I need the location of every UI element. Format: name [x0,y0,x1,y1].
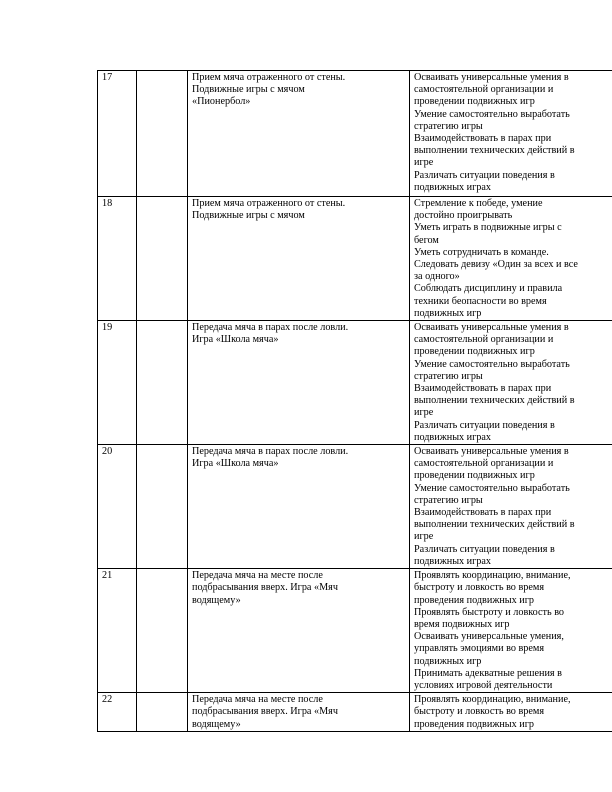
skill-line: проведении подвижных игр [414,346,535,358]
topic-line: водящему» [192,594,241,606]
learning-activities-cell [410,445,612,569]
topic-line: «Пионербол» [192,96,251,108]
topic-line: Передача мяча на месте после [192,694,323,706]
skill-line: проведения подвижных игр [414,594,535,606]
topic-line: Прием мяча отраженного от стены. [192,72,346,83]
skill-line: быстроту и ловкость во время [414,582,545,594]
skill-line: самостоятельной организации и [414,84,554,96]
lesson-number-cell: 17 [98,71,137,197]
skill-line: Осваивать универсальные умения в [414,322,569,334]
date-cell [137,445,188,569]
skill-line: время подвижных игр [414,618,510,630]
topic-line: Передача мяча на месте после [192,570,323,582]
table-row [98,445,612,569]
lesson-topic-cell [188,197,410,321]
topic-line: Передача мяча в парах после ловли. [192,322,349,334]
skill-line: подвижных игр [414,307,482,319]
skill-line: игре [414,407,434,419]
skill-line: бегом [414,234,439,246]
lesson-number-cell: 22 [98,693,137,732]
skill-line: Умение самостоятельно выработать [414,358,570,370]
lesson-number-cell: 19 [98,321,137,445]
skill-line: выполнении технических действий в [414,395,575,407]
lesson-plan-table [97,70,612,732]
lesson-topic-cell [188,321,410,445]
skill-line: Стремление к победе, умение [414,198,543,209]
skill-line: Проявлять координацию, внимание, [414,694,571,706]
skill-line: выполнении технических действий в [414,519,575,531]
skill-line: самостоятельной организации и [414,334,554,346]
date-cell [137,569,188,693]
skill-line: проведении подвижных игр [414,96,535,108]
lesson-plan-body [98,71,612,732]
skill-line: подвижных играх [414,181,492,193]
topic-line: Передача мяча в парах после ловли. [192,446,349,458]
learning-activities-cell [410,693,612,732]
topic-line: подбрасывания вверх. Игра «Мяч [192,706,338,718]
skill-line: игре [414,157,434,169]
skill-line: Взаимодействовать в парах при [414,383,552,395]
skill-line: Различать ситуации поведения в [414,169,555,181]
skill-line: Умение самостоятельно выработать [414,108,570,120]
learning-activities-cell [410,71,612,197]
date-cell [137,71,188,197]
learning-activities-cell [410,569,612,693]
skill-line: Уметь сотрудничать в команде. [414,246,549,258]
lesson-topic-cell [188,693,410,732]
skill-line: достойно проигрывать [414,210,513,222]
skill-line: техники беопасности во время [414,295,547,307]
topic-line: водящему» [192,718,241,730]
skill-line: Следовать девизу «Один за всех и все [414,259,578,271]
table-row [98,321,612,445]
skill-line: стратегию игры [414,370,483,382]
lesson-topic-cell [188,445,410,569]
skill-line: стратегию игры [414,120,483,132]
lesson-number-cell: 20 [98,445,137,569]
skill-line: Умение самостоятельно выработать [414,482,570,494]
skill-line: Различать ситуации поведения в [414,543,555,555]
topic-line: Прием мяча отраженного от стены. [192,198,346,209]
table-row [98,693,612,732]
topic-line: Игра «Школа мяча» [192,458,279,470]
date-cell [137,693,188,732]
table-row [98,197,612,321]
lesson-number-cell: 18 [98,197,137,321]
skill-line: управлять эмоциями во время [414,643,545,655]
lesson-topic-cell [188,71,410,197]
skill-line: проведения подвижных игр [414,718,535,730]
skill-line: проведении подвижных игр [414,470,535,482]
skill-line: подвижных играх [414,555,492,567]
topic-line: Подвижные игры с мячом [192,210,305,222]
skill-line: Осваивать универсальные умения, [414,631,564,643]
topic-line: подбрасывания вверх. Игра «Мяч [192,582,338,594]
skill-line: подвижных играх [414,431,492,443]
topic-line: Подвижные игры с мячом [192,84,305,96]
skill-line: Проявлять быстроту и ловкость во [414,606,565,618]
skill-line: подвижных игр [414,655,482,667]
skill-line: игре [414,531,434,543]
skill-line: условиях игровой деятельности [414,679,553,691]
table-row [98,71,612,197]
topic-line: Игра «Школа мяча» [192,334,279,346]
skill-line: Принимать адекватные решения в [414,667,562,679]
learning-activities-cell [410,321,612,445]
skill-line: Соблюдать дисциплину и правила [414,283,563,295]
skill-line: за одного» [414,271,460,283]
skill-line: Осваивать универсальные умения в [414,446,569,458]
skill-line: Различать ситуации поведения в [414,419,555,431]
lesson-topic-cell [188,569,410,693]
date-cell [137,197,188,321]
skill-line: стратегию игры [414,494,483,506]
table-row [98,569,612,693]
skill-line: Проявлять координацию, внимание, [414,570,571,582]
date-cell [137,321,188,445]
skill-line: Осваивать универсальные умения в [414,72,569,83]
skill-line: быстроту и ловкость во время [414,706,545,718]
skill-line: самостоятельной организации и [414,458,554,470]
learning-activities-cell [410,197,612,321]
lesson-number-cell: 21 [98,569,137,693]
skill-line: Взаимодействовать в парах при [414,133,552,145]
skill-line: выполнении технических действий в [414,145,575,157]
skill-line: Уметь играть в подвижные игры с [414,222,562,234]
skill-line: Взаимодействовать в парах при [414,507,552,519]
